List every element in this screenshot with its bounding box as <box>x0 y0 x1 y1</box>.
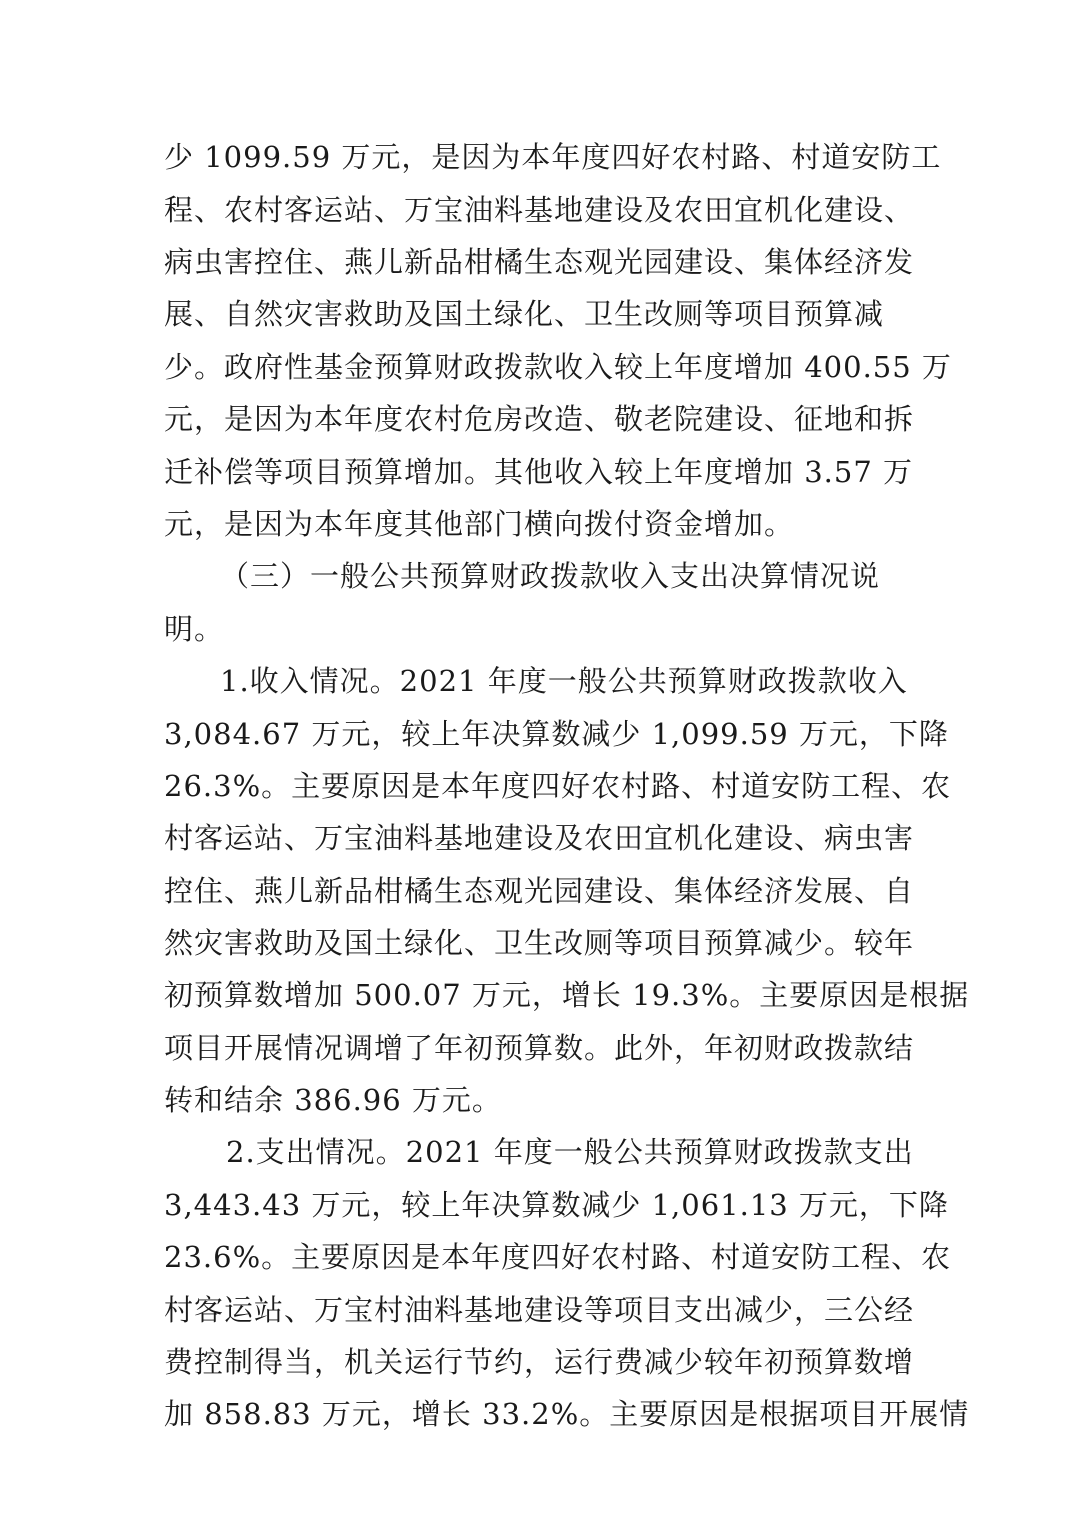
text-line: 少。政府性基金预算财政拨款收入较上年度增加 400.55 万 <box>164 350 952 384</box>
section-heading: （三）一般公共预算财政拨款收入支出决算情况说 <box>220 559 881 593</box>
text-line: 少 1099.59 万元，是因为本年度四好农村路、村道安防工 <box>164 140 942 174</box>
text-line: 控住、燕儿新品柑橘生态观光园建设、集体经济发展、自 <box>164 874 915 908</box>
text-line: 元，是因为本年度农村危房改造、敬老院建设、征地和拆 <box>164 402 915 436</box>
text-line: 费控制得当，机关运行节约，运行费减少较年初预算数增 <box>164 1345 915 1379</box>
text-line: 病虫害控住、燕儿新品柑橘生态观光园建设、集体经济发 <box>164 245 915 279</box>
text-line: 23.6%。主要原因是本年度四好农村路、村道安防工程、农 <box>164 1240 952 1274</box>
text-line: 元，是因为本年度其他部门横向拨付资金增加。 <box>164 507 795 541</box>
paragraph-expense-start: 2.支出情况。2021 年度一般公共预算财政拨款支出 <box>226 1135 914 1169</box>
text-line: 村客运站、万宝油料基地建设及农田宜机化建设、病虫害 <box>164 821 915 855</box>
text-line: 转和结余 386.96 万元。 <box>164 1083 502 1117</box>
text-line: 程、农村客运站、万宝油料基地建设及农田宜机化建设、 <box>164 193 915 227</box>
text-line: 3,084.67 万元，较上年决算数减少 1,099.59 万元，下降 <box>164 717 949 751</box>
text-line: 3,443.43 万元，较上年决算数减少 1,061.13 万元，下降 <box>164 1188 949 1222</box>
text-line: 然灾害救助及国土绿化、卫生改厕等项目预算减少。较年 <box>164 926 915 960</box>
paragraph-income-start: 1.收入情况。2021 年度一般公共预算财政拨款收入 <box>220 664 908 698</box>
text-line: 迁补偿等项目预算增加。其他收入较上年度增加 3.57 万 <box>164 455 914 489</box>
text-line: 加 858.83 万元，增长 33.2%。主要原因是根据项目开展情 <box>164 1397 970 1431</box>
text-line: 初预算数增加 500.07 万元，增长 19.3%。主要原因是根据 <box>164 978 970 1012</box>
text-line: 项目开展情况调增了年初预算数。此外，年初财政拨款结 <box>164 1031 915 1065</box>
section-heading-cont: 明。 <box>164 612 225 646</box>
text-line: 26.3%。主要原因是本年度四好农村路、村道安防工程、农 <box>164 769 952 803</box>
text-line: 村客运站、万宝村油料基地建设等项目支出减少，三公经 <box>164 1293 915 1327</box>
text-line: 展、自然灾害救助及国土绿化、卫生改厕等项目预算减 <box>164 297 885 331</box>
